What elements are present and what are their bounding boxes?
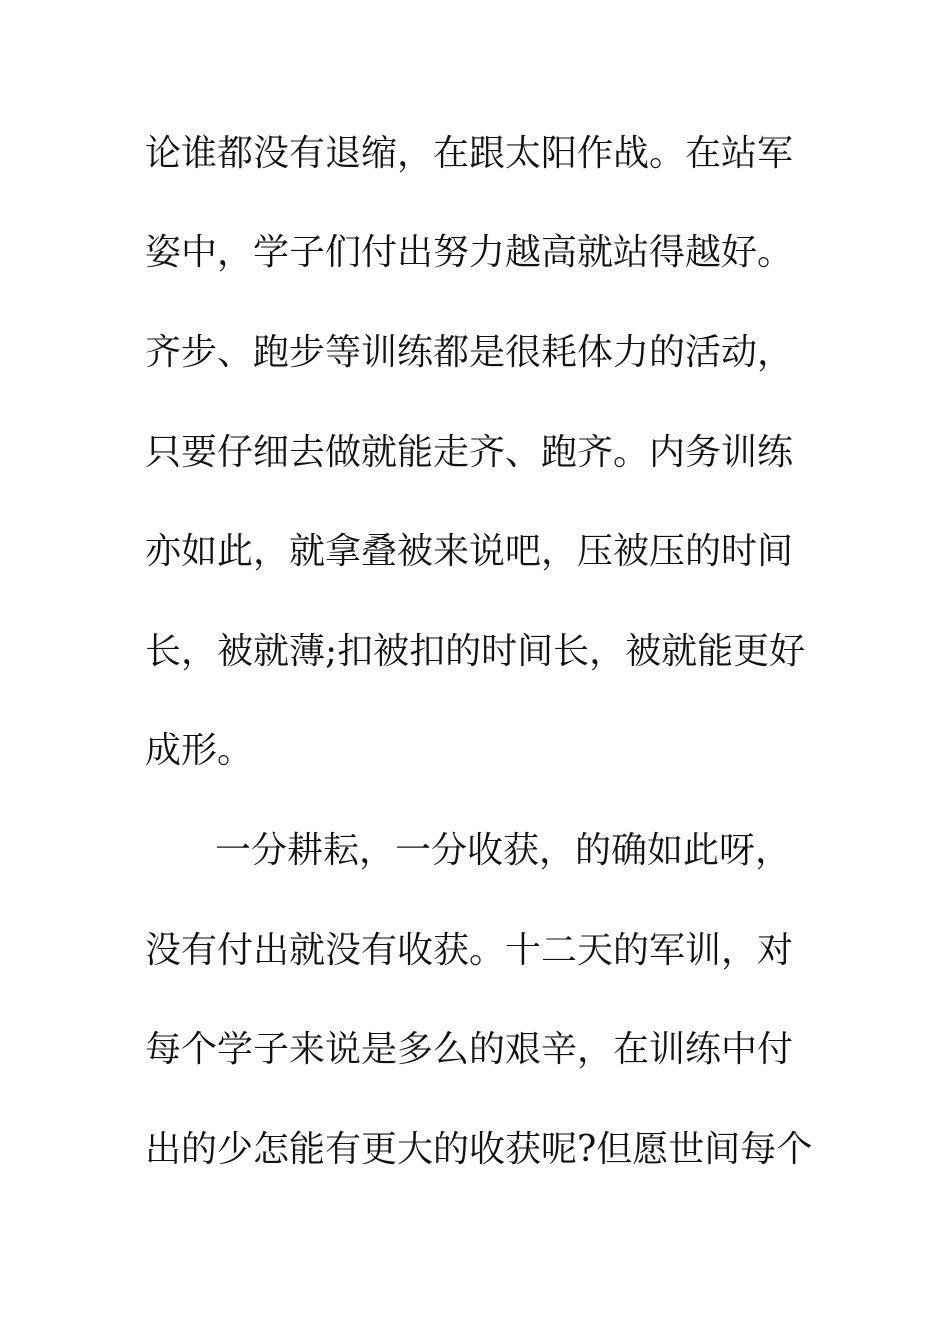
- text-line: 论谁都没有退缩，在跟太阳作战。在站军: [145, 133, 794, 174]
- paragraph-first-line: 一分耕耘，一分收获，的确如此呀，: [215, 830, 792, 871]
- text-line: 成形。: [145, 730, 254, 771]
- text-line: 出的少怎能有更大的收获呢?但愿世间每个: [145, 1129, 813, 1170]
- text-line: 只要仔细去做就能走齐、跑齐。内务训练: [145, 432, 794, 473]
- text-line: 没有付出就没有收获。十二天的军训，对: [145, 930, 794, 971]
- text-line: 齐步、跑步等训练都是很耗体力的活动，: [145, 332, 794, 373]
- text-line: 每个学子来说是多么的艰辛，在训练中付: [145, 1029, 794, 1070]
- text-line: 亦如此，就拿叠被来说吧，压被压的时间: [145, 531, 794, 572]
- text-line: 姿中，学子们付出努力越高就站得越好。: [145, 232, 794, 273]
- text-line: 长，被就薄;扣被扣的时间长，被就能更好: [145, 631, 806, 672]
